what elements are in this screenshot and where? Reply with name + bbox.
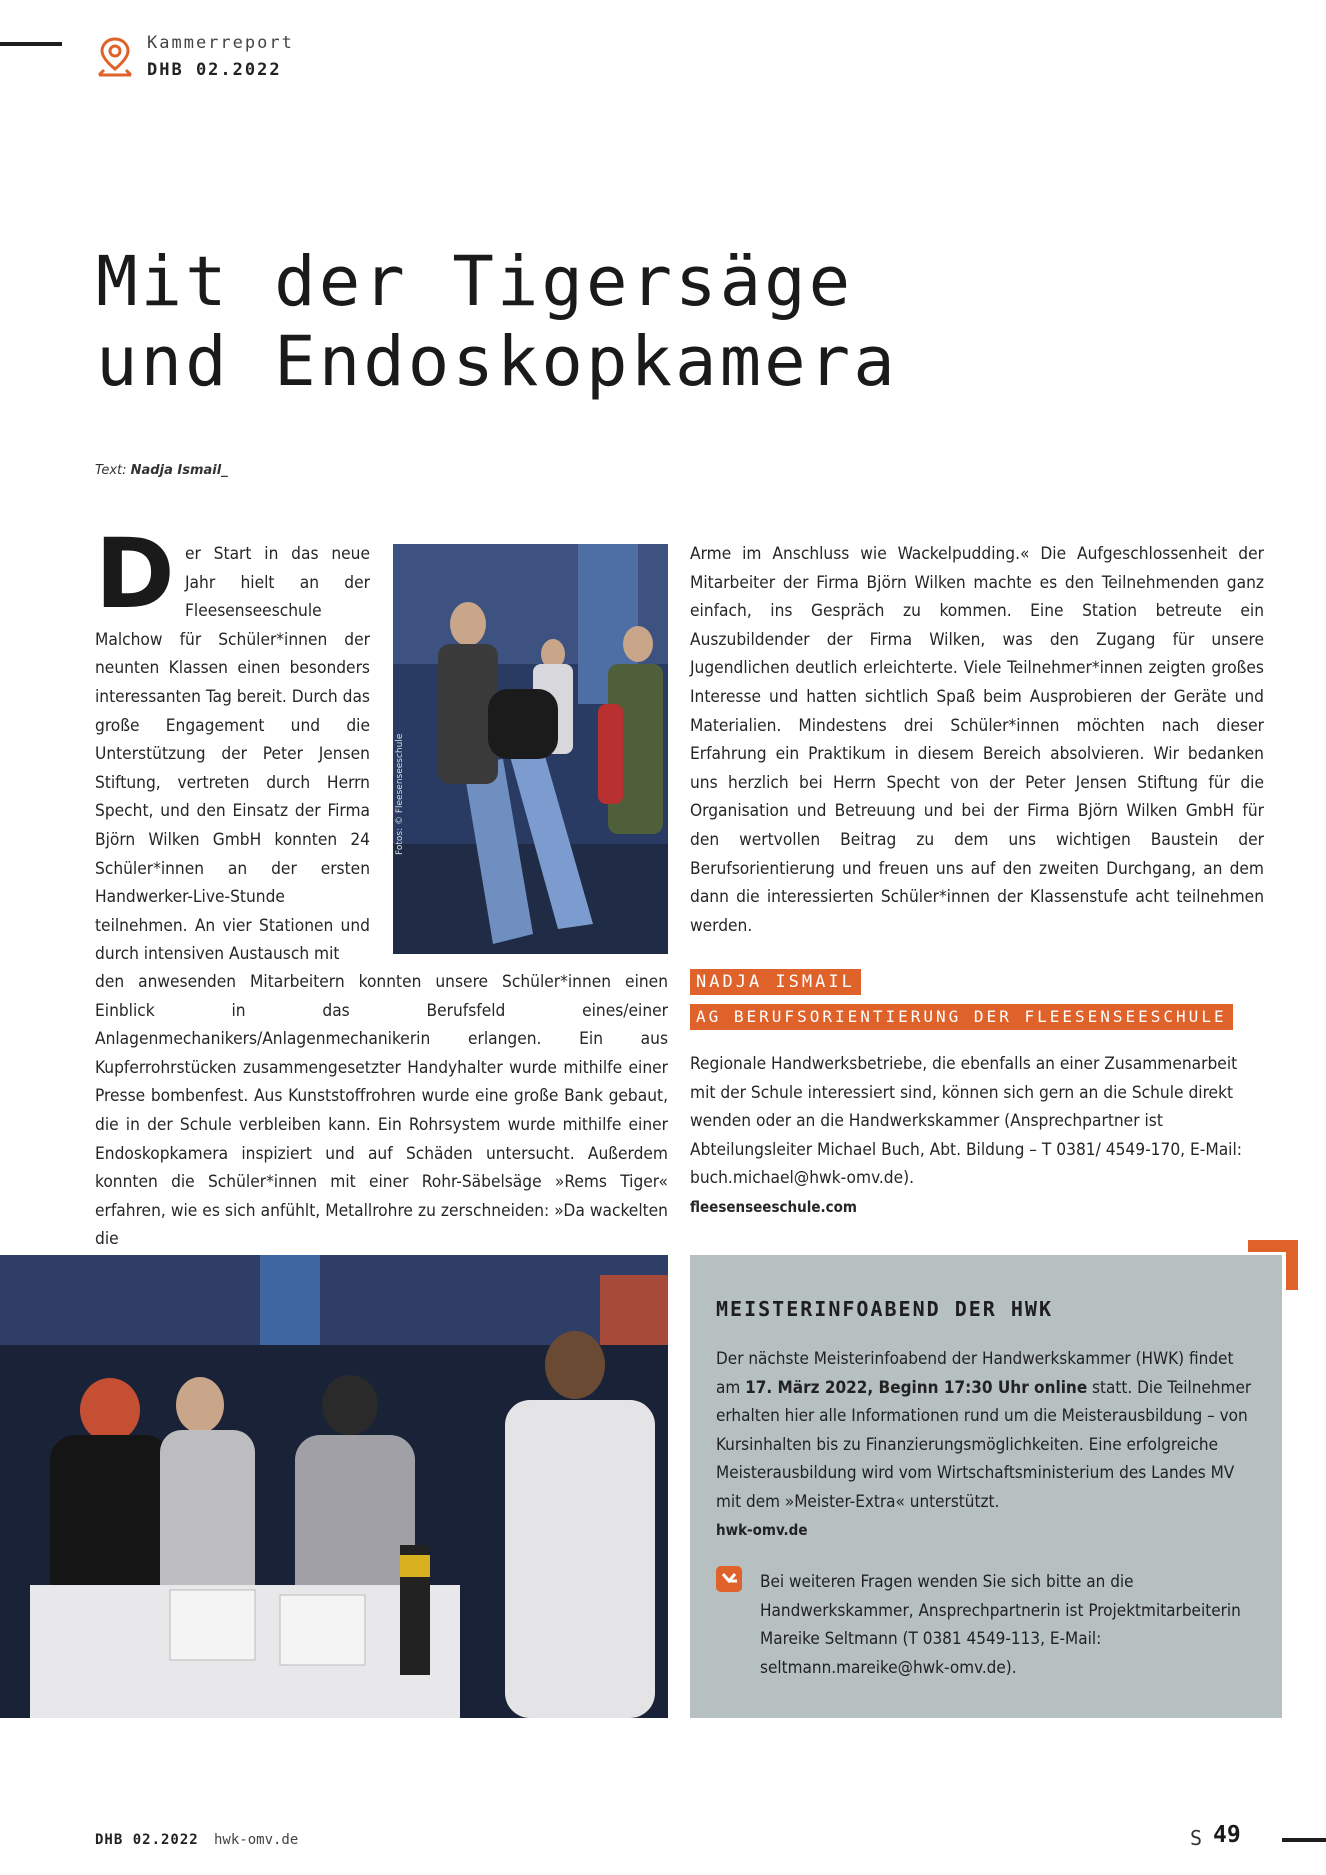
infobox bbox=[690, 1255, 1282, 1718]
workshop-photo-2 bbox=[0, 1255, 668, 1718]
page-prefix: S bbox=[1190, 1826, 1203, 1850]
infobox-text-intro: Der nächste Meisterinfoabend der Handwerkskammer (HWK) findet am bbox=[716, 1349, 1234, 1398]
infobox-date: 17. März 2022, Beginn 17:30 Uhr online bbox=[745, 1377, 1088, 1398]
infobox-contact-note: Bei weiteren Fragen wenden Sie sich bitte an die Handwerkskammer, Ansprechpartnerin ist Projektmitarbeiterin Mareike Seltmann (T 0381 4549-113, E-Mail: seltmann.mareike@hwk-omv.de). bbox=[760, 1572, 1241, 1678]
byline-author: Nadja Ismail_ bbox=[130, 463, 228, 478]
hwk-website-link[interactable]: hwk-omv.de bbox=[716, 1521, 808, 1539]
workshop-photo-1-graphic bbox=[393, 544, 668, 954]
section-kicker: Kammerreport bbox=[147, 33, 294, 53]
article-column-1-narrow bbox=[95, 518, 370, 969]
infobox-text-rest: statt. Die Teilnehmer erhalten hier alle Informationen rund um die Meisterausbildung – von Kursinhalten bis zu Finanzierungsmöglichkeiten. Eine erfolgreiche Meisterausbildung wird vom Wirtschaftsministerium des Landes MV mit dem »Meister-Extra« unterstützt. bbox=[716, 1377, 1252, 1512]
author-name-tag: NADJA ISMAIL bbox=[690, 969, 861, 995]
title-line-2: und Endoskopkamera bbox=[96, 322, 898, 402]
title-line-1: Mit der Tigersäge bbox=[96, 242, 854, 322]
article-body-text: den anwesenden Mitarbeitern konnten unsere Schüler*innen einen Einblick in das Berufsfeld eines/einer Anlagenmechanikers/Anlagenmechanikerin erlangen. Ein aus Kupferrohrstücken zusammengesetzter Handyhalter wurde mithilfe einer Presse bombenfest. Aus Kunststoffrohren wurde eine große Bank gebaut, die in der Schule verbleiben kann. Ein Rohrsystem wurde mithilfe einer Endoskopkamera inspiziert und auf Schäden untersucht. Außerdem konnten die Schüler*innen mit einer Rohr-Säbelsäge »Rems Tiger« erfahren, wie es sich anfühlt, Metallrohre zu zerschneiden: »Da wackelten die bbox=[95, 972, 668, 1250]
top-rule bbox=[0, 42, 62, 46]
intro-text-indented: er Start in das neue Jahr hielt an der Fleesenseeschule bbox=[185, 544, 370, 622]
article-body-continued: Arme im Anschluss wie Wackelpudding.« Die Aufgeschlossenheit der Mitarbeiter der Firma Björn Wilken machte es den Teilnehmenden ganz einfach, ins Gespräch zu kommen. Eine Station betreute ein Auszubildender der Firma Wilken, was den Zugang für unsere Jugendlichen deutlich erleichterte. Viele Teilnehmer*innen zeigten großes Interesse und hatten sichtlich Spaß beim Ausprobieren der Geräte und Materialien. Mindestens drei Schüler*innen möchten nach dieser Erfahrung ein Praktikum in diesem Bereich absolvieren. Wir bedanken uns herzlich bei Herrn Specht von der Peter Jensen Stiftung für die Organisation und Betreuung und bei der Firma Björn Wilken GmbH für den wertvollen Beitrag zu dem uns wichtigen Baustein der Berufsorientierung und freuen uns auf den zweiten Durchgang, an dem dann die interessierten Schüler*innen der Klassenstufe acht teilnehmen werden. bbox=[690, 544, 1264, 936]
footer-rule bbox=[1282, 1838, 1326, 1842]
workshop-photo-2-graphic bbox=[0, 1255, 668, 1718]
byline bbox=[95, 463, 228, 478]
drop-cap: D bbox=[95, 518, 175, 630]
school-website-link[interactable]: fleesenseeschule.com bbox=[690, 1197, 857, 1216]
footer-website[interactable]: hwk-omv.de bbox=[214, 1832, 299, 1848]
issue-label: DHB 02.2022 bbox=[147, 60, 282, 80]
location-pin-icon bbox=[96, 36, 134, 80]
contact-text: Regionale Handwerksbetriebe, die ebenfalls an einer Zusammenarbeit mit der Schule interessiert sind, können sich gern an die Schule direkt wenden oder an die Handwerkskammer (Ansprechpartner ist Abteilungsleiter Michael Buch, Abt. Bildung – T 0381/ 4549-170, E-Mail: buch.michael@hwk-omv.de). bbox=[690, 1054, 1242, 1189]
infobox-text bbox=[716, 1345, 1261, 1545]
footer-issue: DHB 02.2022 bbox=[95, 1832, 199, 1848]
article-title bbox=[96, 242, 1246, 402]
contact-block bbox=[690, 1050, 1264, 1222]
workshop-photo-1 bbox=[393, 544, 668, 954]
page-number: 49 bbox=[1213, 1822, 1241, 1848]
article-column-1-wide bbox=[95, 968, 668, 1254]
author-role-tag: AG BERUFSORIENTIERUNG DER FLEESENSEESCHULE bbox=[690, 1004, 1233, 1030]
photo-credit: Fotos: © Fleesenseeschule bbox=[395, 733, 405, 855]
byline-prefix: Text: bbox=[95, 463, 127, 478]
article-column-2 bbox=[690, 540, 1264, 940]
arrow-right-icon bbox=[716, 1566, 742, 1592]
intro-text: Malchow für Schüler*innen der neunten Klassen einen besonders interessanten Tag bereit. Durch das große Engagement und die Unterstützung der Peter Jensen Stiftung, vertreten durch Herrn Specht, und den Einsatz der Firma Björn Wilken GmbH konnten 24 Schüler*innen an der ersten Handwerker-Live-Stunde teilnehmen. An vier Stationen und durch intensiven Austausch mit bbox=[95, 629, 370, 965]
infobox-title: MEISTERINFOABEND DER HWK bbox=[716, 1297, 1053, 1321]
